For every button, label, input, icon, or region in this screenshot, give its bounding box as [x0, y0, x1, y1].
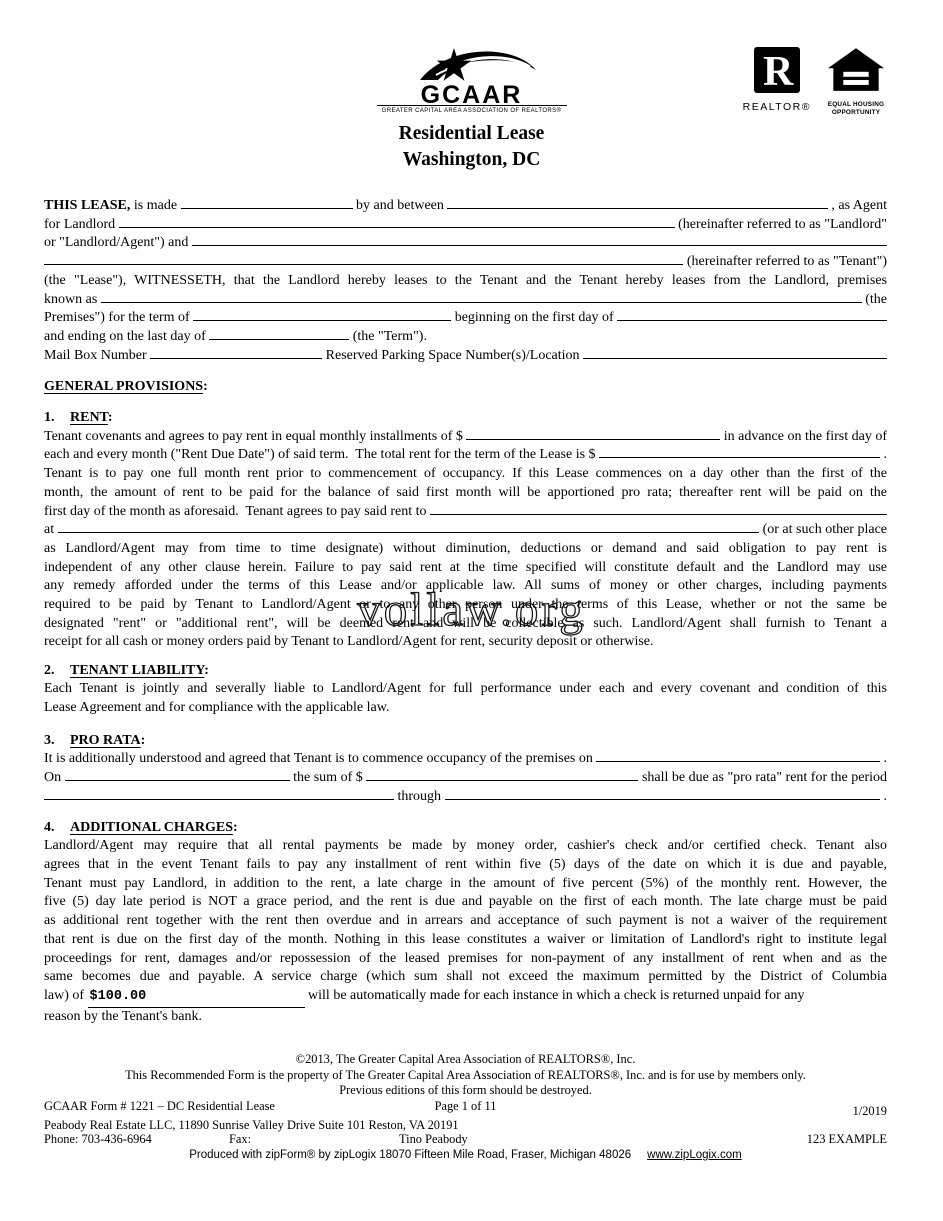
text-run: It is additionally understood and agreed that Tenant is to commence occupancy of the premises on	[44, 751, 597, 767]
svg-text:R: R	[762, 49, 794, 94]
blank-field	[44, 799, 394, 800]
text-run: each and every month ("Rent Due Date") of said term. The total rent for the term of the Lease is $	[44, 447, 600, 463]
section-title-colon: :	[232, 819, 238, 835]
section-title-colon: :	[107, 410, 113, 426]
text-run: (the	[861, 291, 887, 307]
text-run: THIS LEASE,	[44, 198, 131, 213]
office-address: Peabody Real Estate LLC, 11890 Sunrise Valley Drive Suite 101 Reston, VA 20191	[44, 1118, 459, 1132]
blank-field	[596, 761, 880, 762]
form-line: as Landlord/Agent may from time to time designate) without diminution, deductions or demand and said obligation to pay rent is	[44, 540, 887, 556]
lease-body	[44, 197, 887, 1026]
form-line	[44, 446, 887, 465]
section-heading	[44, 732, 887, 751]
form-line	[44, 197, 887, 216]
general-provisions-heading: GENERAL PROVISIONS:	[44, 378, 208, 394]
form-line: five (5) day late period is NOT a grace period, and the rent is due and payable on the first of each month. The late charge must be paid	[44, 894, 887, 910]
blank-field	[447, 208, 828, 209]
contact-row	[44, 1132, 887, 1148]
section-number: 3.	[44, 732, 55, 748]
form-line: proceedings for rent, damages and/or repossession of the leased premises for non-payment of any installment of rent when and as the	[44, 950, 887, 966]
agent-name: Tino Peabody	[399, 1132, 468, 1146]
text-run: Tenant covenants and agrees to pay rent in equal monthly installments of $	[44, 428, 467, 444]
gcaar-acronym: GCAAR	[420, 81, 523, 109]
gcaar-logo	[377, 42, 567, 115]
vollaw-watermark: vollaw.org	[357, 584, 586, 636]
text-run: (the "Term").	[349, 328, 427, 344]
text-run: law) of	[44, 987, 88, 1003]
form-line: agrees that in the event Tenant fails to pay any installment of rent within five (5) days of the date on which it is due and payable,	[44, 857, 887, 872]
intro-paragraph	[44, 197, 887, 365]
section-title: ADDITIONAL CHARGES	[70, 819, 233, 835]
form-id: GCAAR Form # 1221 – DC Residential Lease	[44, 1098, 275, 1113]
blank-field	[150, 358, 322, 359]
form-line	[44, 347, 887, 366]
section-number: 1.	[44, 410, 55, 426]
gcaar-caption: GREATER CAPITAL AREA ASSOCIATION OF REALTORS®	[377, 105, 567, 115]
equal-housing-caption: EQUAL HOUSING OPPORTUNITY	[827, 101, 885, 116]
blank-field	[583, 358, 887, 359]
form-line: same becomes due and payable. A service charge (which sum shall not exceed the maximum permitted by the District of Columbia	[44, 969, 887, 985]
text-run: (hereinafter referred to as "Tenant")	[683, 254, 887, 270]
fax-label: Fax:	[229, 1132, 252, 1146]
revision-date: 1/2019	[852, 1104, 887, 1118]
equal-housing-house-icon	[827, 46, 885, 94]
text-run: beginning on the first day of	[451, 310, 618, 326]
phone-label: Phone: 703-436-6964	[44, 1132, 152, 1146]
page-number: Page 1 of 11	[434, 1098, 497, 1113]
association-logos	[743, 46, 885, 116]
produced-with-line	[44, 1148, 887, 1164]
text-run: shall be due as "pro rata" rent for the period	[638, 770, 887, 786]
form-line	[44, 291, 887, 310]
gcaar-star-swoosh-icon	[406, 42, 538, 86]
text-run: is made	[130, 198, 181, 213]
section-title: RENT	[70, 410, 108, 426]
form-line: required to be paid by Tenant to Landlord/Agent or to any other person under the terms of this Lease, whether or not the same be	[44, 597, 887, 613]
example-tag: 123 EXAMPLE	[806, 1132, 887, 1146]
form-line	[44, 428, 887, 447]
text-run: at	[44, 522, 58, 538]
form-line	[44, 987, 887, 1008]
form-line	[44, 788, 887, 807]
title-line-2: Washington, DC	[402, 149, 541, 170]
form-line: month, the amount of rent to be paid for the balance of said first month will be apportioned pro rata; thereafter rent will be paid on the	[44, 484, 887, 500]
form-line	[44, 253, 887, 272]
document-title	[0, 121, 943, 173]
blank-field	[44, 264, 683, 265]
section-title-colon: :	[204, 662, 209, 678]
form-line: Tenant must pay Landlord, in addition to the rent, a late charge in the amount of five percent (5%) of the monthly rent. However, the	[44, 875, 887, 891]
text-run: (or at such other place	[759, 522, 887, 538]
property-notice: This Recommended Form is the property of The Greater Capital Area Association of REALTORS®, Inc. and is for use by members only.	[125, 1067, 806, 1082]
section-number: 4.	[44, 819, 55, 835]
form-line	[44, 234, 887, 253]
text-run: by and between	[352, 198, 448, 213]
form-line: (the "Lease"), WITNESSETH, that the Landlord hereby leases to the Tenant and the Tenant hereby leases from the Landlord, premises	[44, 272, 887, 288]
form-line: Each Tenant is jointly and severally liable to Landlord/Agent for full performance under each and every covenant and condition of this	[44, 681, 887, 697]
form-line	[44, 750, 887, 769]
text-run: through	[394, 788, 445, 804]
text-run: Premises") for the term of	[44, 310, 194, 326]
form-line: independent of any other clause herein. Failure to pay said rent at the time specified will constitute default and the Landlord may use	[44, 559, 887, 575]
form-line	[44, 309, 887, 328]
form-line	[44, 328, 887, 347]
form-line: Tenant is to pay one full month rent prior to commencement of occupancy. If this Lease commences on a day other than the first of the	[44, 466, 887, 482]
blank-field	[101, 302, 862, 303]
blank-field	[445, 799, 880, 800]
form-line	[44, 216, 887, 235]
text-run: Reserved Parking Space Number(s)/Location	[322, 347, 584, 363]
blank-field	[65, 780, 290, 781]
realtor-label: REALTOR®	[742, 101, 811, 113]
blank-field	[366, 780, 638, 781]
section-heading	[44, 662, 887, 681]
realtor-logo	[743, 46, 811, 113]
section-title: PRO RATA	[70, 732, 141, 748]
blank-field	[209, 339, 349, 340]
section-number: 2.	[44, 662, 55, 678]
text-run: known as	[44, 291, 101, 307]
form-line: designated "rent" or "additional rent", will be deemed rent and will be collectible as such. Landlord/Agent shall furnish to Tenant a	[44, 615, 887, 631]
blank-field	[599, 457, 880, 458]
text-run: will be automatically made for each instance in which a check is returned unpaid for any	[304, 987, 805, 1003]
numbered-sections	[44, 409, 887, 1026]
blank-field	[58, 532, 760, 533]
text-run: in advance on the first day of	[720, 428, 887, 444]
form-line	[44, 521, 887, 540]
blank-field	[192, 245, 887, 246]
form-line: Lease Agreement and for compliance with the applicable law.	[44, 700, 390, 716]
realtor-r-icon	[753, 46, 801, 94]
text-run: , as Agent	[827, 198, 887, 213]
blank-field	[466, 439, 720, 440]
text-run: .	[880, 447, 887, 463]
copyright-line: ©2013, The Greater Capital Area Association of REALTORS®, Inc.	[295, 1052, 636, 1066]
text-run: .	[880, 751, 887, 767]
blank-field	[181, 208, 353, 209]
text-run: and ending on the last day of	[44, 328, 210, 344]
ziplogix-credit: Produced with zipForm® by zipLogix 18070 Fifteen Mile Road, Fraser, Michigan 48026	[189, 1149, 632, 1161]
blank-field	[119, 227, 675, 228]
section-title: TENANT LIABILITY	[70, 662, 205, 678]
form-line: that rent is due on the first day of the month. Nothing in this lease constitutes a waiver or limitation of Landlord's right to institute legal	[44, 931, 887, 947]
title-line-1: Residential Lease	[398, 123, 545, 144]
filled-value-field	[88, 987, 305, 1008]
form-line: any remedy afforded under the terms of this Lease and/or applicable law. All sums of money or other charges, including payments	[44, 578, 887, 594]
text-run: (hereinafter referred to as "Landlord"	[674, 216, 887, 232]
text-run: or "Landlord/Agent") and	[44, 235, 192, 251]
equal-housing-logo	[827, 46, 885, 116]
blank-field	[430, 514, 887, 515]
filled-value: $100.00	[89, 988, 147, 1004]
blank-field	[617, 320, 887, 321]
text-run: first day of the month as aforesaid. Tenant agrees to pay said rent to	[44, 503, 430, 519]
text-run: for Landlord	[44, 216, 119, 232]
section-heading	[44, 409, 887, 428]
destroy-notice: Previous editions of this form should be destroyed.	[339, 1083, 592, 1097]
form-line: as additional rent together with the rent then overdue and in arrears and acceptance of such payment is not a waiver of the requirement	[44, 913, 887, 929]
text-run: Mail Box Number	[44, 347, 151, 363]
blank-field	[193, 320, 451, 321]
form-line	[44, 503, 887, 522]
ziplogix-link[interactable]: www.zipLogix.com	[647, 1149, 742, 1161]
form-line	[44, 769, 887, 788]
form-line: Landlord/Agent may require that all rental payments be made by money order, cashier's check and/or certified check. Tenant also	[44, 838, 887, 854]
form-line: reason by the Tenant's bank.	[44, 1008, 202, 1024]
section-heading	[44, 819, 887, 838]
text-run: On	[44, 770, 65, 786]
form-line: receipt for all cash or money orders paid by Tenant to Landlord/Agent for rent, security deposit or otherwise.	[44, 634, 654, 650]
text-run: the sum of $	[289, 770, 367, 786]
text-run: .	[880, 788, 887, 804]
section-title-colon: :	[140, 732, 146, 748]
